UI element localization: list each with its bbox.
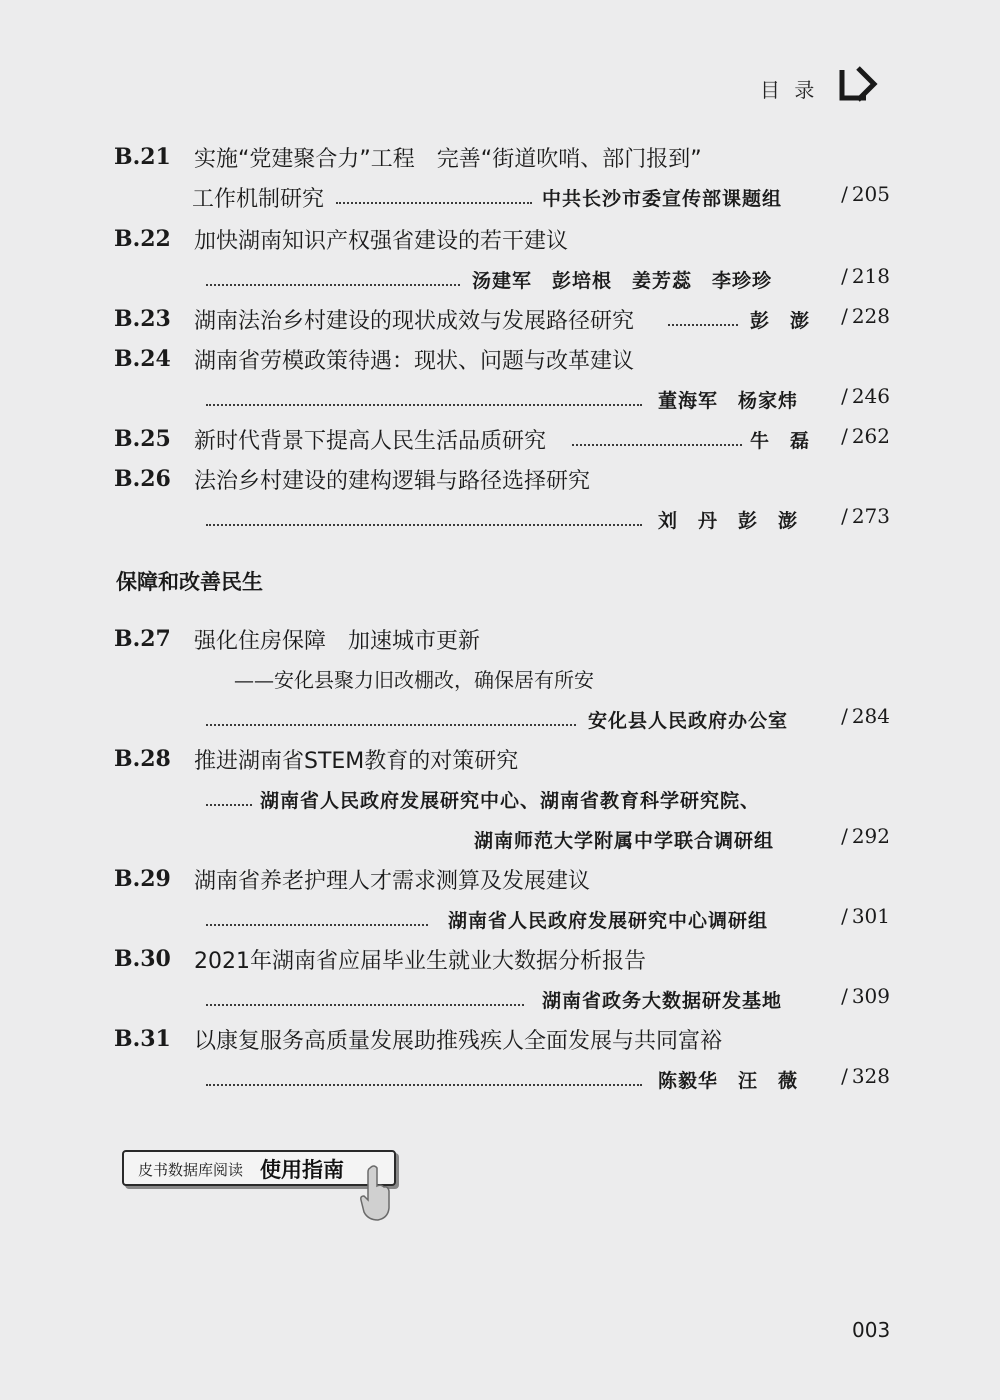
entry-title[interactable]: 湖南省劳模政策待遇：现状、问题与改革建议 — [194, 349, 635, 374]
entry-page: / 301 — [841, 904, 890, 928]
header-title: 目 录 — [760, 78, 819, 102]
entry-author: 湖南省人民政府发展研究中心调研组 — [448, 910, 769, 932]
entry-number: B.30 — [114, 946, 171, 972]
dot-leader — [668, 324, 738, 326]
entry-author-line1: 湖南省人民政府发展研究中心、湖南省教育科学研究院、 — [260, 790, 761, 812]
entry-page: / 328 — [841, 1064, 890, 1088]
entry-author: 汤建军 彭培根 姜芳蕊 李珍珍 — [472, 270, 773, 292]
dot-leader — [206, 1004, 524, 1006]
entry-page: / 205 — [841, 182, 890, 206]
entry-author: 刘 丹 彭 澎 — [658, 510, 799, 532]
entry-author: 陈毅华 汪 薇 — [658, 1070, 799, 1092]
dot-leader — [206, 1084, 642, 1086]
dot-leader — [206, 804, 252, 806]
pointing-hand-icon — [358, 1164, 392, 1222]
entry-author: 中共长沙市委宣传部课题组 — [542, 188, 783, 210]
dot-leader — [206, 404, 642, 406]
dot-leader — [206, 524, 642, 526]
entry-number: B.23 — [114, 306, 171, 332]
dot-leader — [206, 724, 576, 726]
guide-small-label: 皮书数据库阅读 — [138, 1161, 244, 1179]
entry-title[interactable]: 法治乡村建设的建构逻辑与路径选择研究 — [194, 469, 591, 494]
entry-page: / 218 — [841, 264, 890, 288]
entry-number: B.29 — [114, 866, 171, 892]
guide-big-label: 使用指南 — [260, 1158, 344, 1182]
entry-page: / 292 — [841, 824, 890, 848]
page-number: 003 — [852, 1318, 891, 1342]
entry-title[interactable]: 2021年湖南省应届毕业生就业大数据分析报告 — [194, 949, 646, 974]
entry-number: B.31 — [114, 1026, 171, 1052]
dot-leader — [206, 924, 428, 926]
entry-page: / 273 — [841, 504, 890, 528]
entry-title[interactable]: 强化住房保障 加速城市更新 — [194, 629, 481, 654]
entry-title[interactable]: 湖南法治乡村建设的现状成效与发展路径研究 — [194, 309, 635, 334]
entry-author: 湖南省政务大数据研发基地 — [542, 990, 783, 1012]
entry-number: B.26 — [114, 466, 171, 492]
entry-title[interactable]: 湖南省养老护理人才需求测算及发展建议 — [194, 869, 591, 894]
entry-author: 牛 磊 — [750, 430, 811, 452]
entry-title[interactable]: 以康复服务高质量发展助推残疾人全面发展与共同富裕 — [194, 1029, 723, 1054]
entry-author: 彭 澎 — [750, 310, 811, 332]
dot-leader — [336, 202, 532, 204]
entry-title[interactable]: 新时代背景下提高人民生活品质研究 — [194, 429, 547, 454]
entry-page: / 262 — [841, 424, 890, 448]
entry-number: B.27 — [114, 626, 171, 652]
entry-title-continued[interactable]: 工作机制研究 — [192, 187, 325, 212]
entry-number: B.22 — [114, 226, 171, 252]
entry-author: 董海军 杨家炜 — [658, 390, 799, 412]
usage-guide-button[interactable] — [122, 1150, 396, 1186]
entry-number: B.24 — [114, 346, 171, 372]
dot-leader — [206, 284, 460, 286]
entry-number: B.21 — [114, 144, 171, 170]
entry-title[interactable]: 实施“党建聚合力”工程 完善“街道吹哨、部门报到” — [194, 147, 702, 172]
chapter-arrow-icon — [836, 64, 880, 104]
dot-leader — [572, 444, 742, 446]
entry-author: 湖南师范大学附属中学联合调研组 — [474, 830, 775, 852]
entry-page: / 284 — [841, 704, 890, 728]
entry-subtitle: ——安化县聚力旧改棚改，确保居有所安 — [234, 668, 594, 692]
section-heading: 保障和改善民生 — [116, 570, 263, 594]
entry-number: B.28 — [114, 746, 171, 772]
entry-page: / 246 — [841, 384, 890, 408]
entry-title[interactable]: 加快湖南知识产权强省建设的若干建议 — [194, 229, 569, 254]
entry-author: 安化县人民政府办公室 — [588, 710, 789, 732]
entry-page: / 228 — [841, 304, 890, 328]
entry-number: B.25 — [114, 426, 171, 452]
entry-page: / 309 — [841, 984, 890, 1008]
entry-title[interactable]: 推进湖南省STEM教育的对策研究 — [194, 749, 519, 774]
running-header — [740, 62, 890, 112]
